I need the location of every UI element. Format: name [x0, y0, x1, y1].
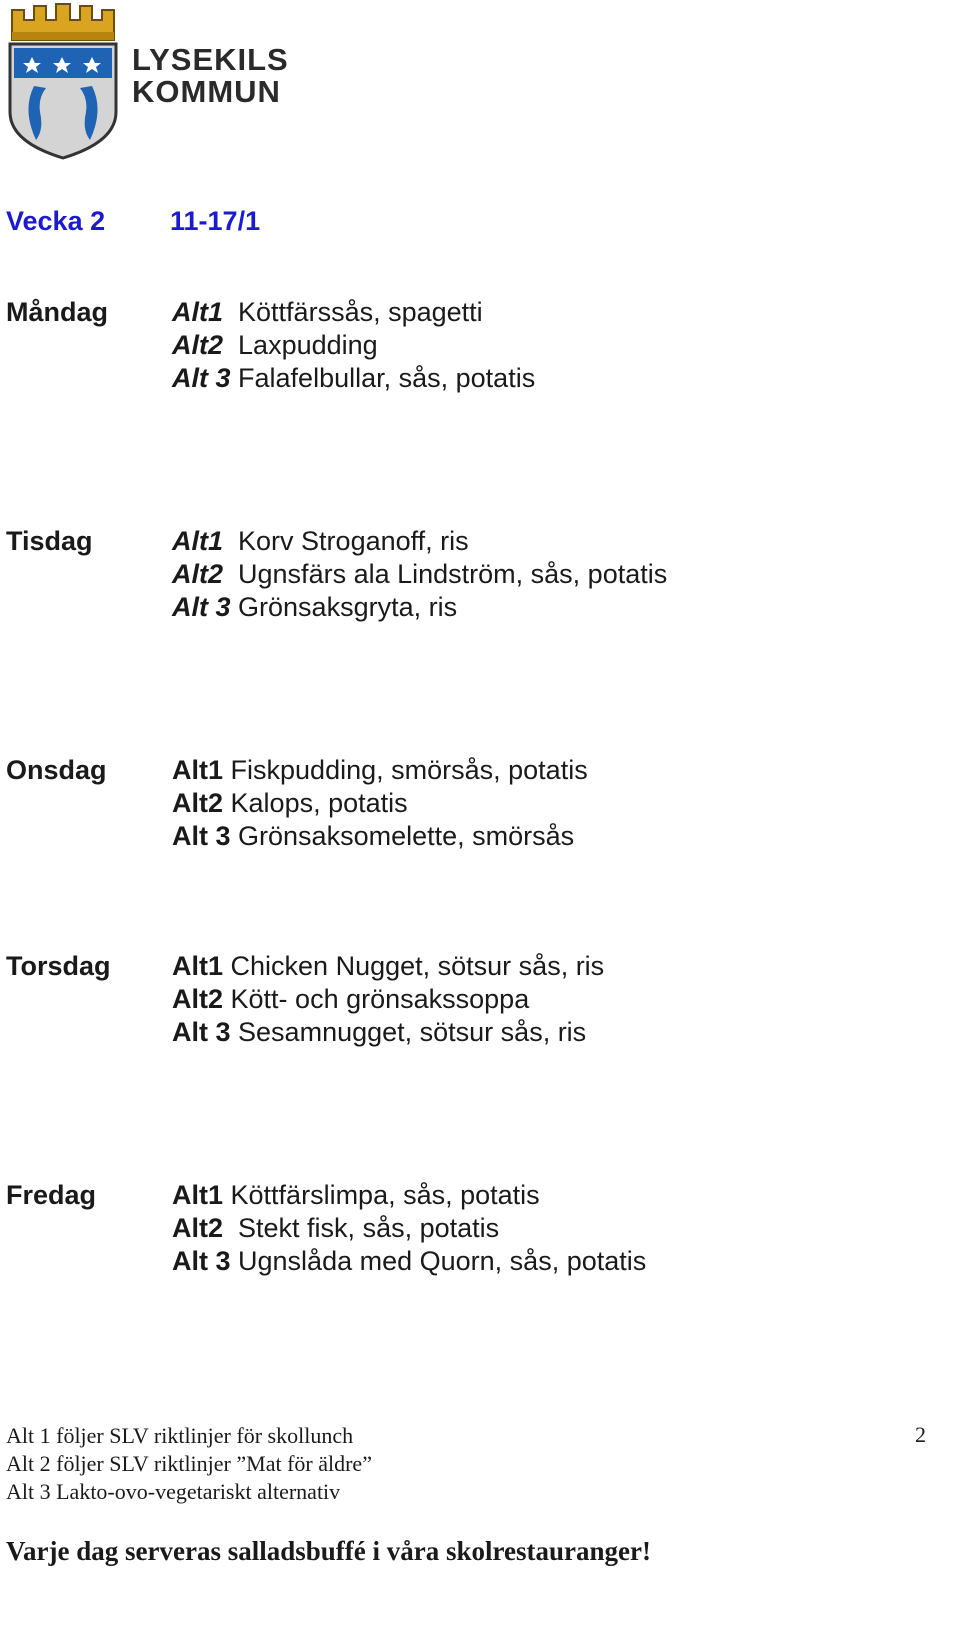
alt-dish: Köttfärslimpa, sås, potatis	[230, 1180, 540, 1210]
menu-alt	[172, 296, 535, 329]
alt-label: Alt1	[172, 951, 224, 981]
day-name: Torsdag	[6, 951, 111, 981]
alt-label: Alt2	[172, 330, 224, 360]
menu-alt	[172, 1212, 646, 1245]
logo-line-1: LYSEKILS	[132, 42, 289, 77]
menu-alt	[172, 591, 667, 624]
menu-alt	[172, 362, 535, 395]
salad-buffet-note: Varje dag serveras salladsbuffé i våra skolrestauranger!	[6, 1536, 651, 1566]
footer-note: Alt 1 följer SLV riktlinjer för skollunch	[6, 1423, 354, 1448]
alt-dish: Köttfärssås, spagetti	[238, 297, 483, 327]
menu-alt	[172, 1016, 604, 1049]
alt-dish: Kalops, potatis	[230, 788, 408, 818]
alt-dish: Laxpudding	[238, 330, 378, 360]
alt-dish: Ugnsfärs ala Lindström, sås, potatis	[238, 559, 668, 589]
alt-label: Alt2	[172, 559, 224, 589]
footer-note: Alt 2 följer SLV riktlinjer ”Mat för äldre”	[6, 1451, 372, 1476]
alt-label: Alt2	[172, 984, 224, 1014]
menu-alt	[172, 1245, 646, 1278]
alt-label: Alt2	[172, 788, 224, 818]
alt-dish: Korv Stroganoff, ris	[238, 526, 469, 556]
menu-alt	[172, 1179, 646, 1212]
alt-label: Alt1	[172, 755, 224, 785]
alt-label: Alt2	[172, 1213, 224, 1243]
coat-of-arms-icon	[4, 2, 134, 162]
alt-label: Alt1	[172, 1180, 224, 1210]
alt-label: Alt1	[172, 297, 224, 327]
alt-label: Alt 3	[172, 363, 231, 393]
day-name: Måndag	[6, 297, 109, 327]
menu-alt	[172, 558, 667, 591]
alt-label: Alt 3	[172, 821, 231, 851]
menu-alt	[172, 950, 604, 983]
alt-label: Alt 3	[172, 592, 231, 622]
footer-notes	[6, 1422, 956, 1506]
lysekils-kommun-logo	[4, 2, 304, 162]
page-number: 2	[915, 1422, 926, 1447]
menu-alternatives	[172, 296, 535, 395]
menu-alt	[172, 787, 588, 820]
menu-alt	[172, 754, 588, 787]
menu-alt	[172, 329, 535, 362]
alt-dish: Grönsaksomelette, smörsås	[238, 821, 575, 851]
alt-dish: Chicken Nugget, sötsur sås, ris	[230, 951, 605, 981]
menu-alternatives	[172, 525, 667, 624]
alt-dish: Falafelbullar, sås, potatis	[238, 363, 536, 393]
logo-line-2: KOMMUN	[132, 74, 281, 109]
alt-dish: Grönsaksgryta, ris	[238, 592, 458, 622]
menu-alternatives	[172, 754, 588, 853]
alt-dish: Stekt fisk, sås, potatis	[238, 1213, 500, 1243]
menu-alt	[172, 525, 667, 558]
day-name: Tisdag	[6, 526, 93, 556]
alt-dish: Sesamnugget, sötsur sås, ris	[238, 1017, 587, 1047]
alt-dish: Ugnslåda med Quorn, sås, potatis	[238, 1246, 647, 1276]
alt-dish: Kött- och grönsakssoppa	[230, 984, 530, 1014]
menu-alternatives	[172, 1179, 646, 1278]
alt-label: Alt1	[172, 526, 224, 556]
day-name: Onsdag	[6, 755, 107, 785]
day-name: Fredag	[6, 1180, 97, 1210]
alt-dish: Fiskpudding, smörsås, potatis	[230, 755, 588, 785]
week-dates: 11-17/1	[170, 206, 261, 236]
menu-alt	[172, 820, 588, 853]
alt-label: Alt 3	[172, 1246, 231, 1276]
week-label: Vecka 2	[6, 206, 106, 236]
menu-alt	[172, 983, 604, 1016]
alt-label: Alt 3	[172, 1017, 231, 1047]
menu-alternatives	[172, 950, 604, 1049]
footer-note: Alt 3 Lakto-ovo-vegetariskt alternativ	[6, 1479, 341, 1504]
